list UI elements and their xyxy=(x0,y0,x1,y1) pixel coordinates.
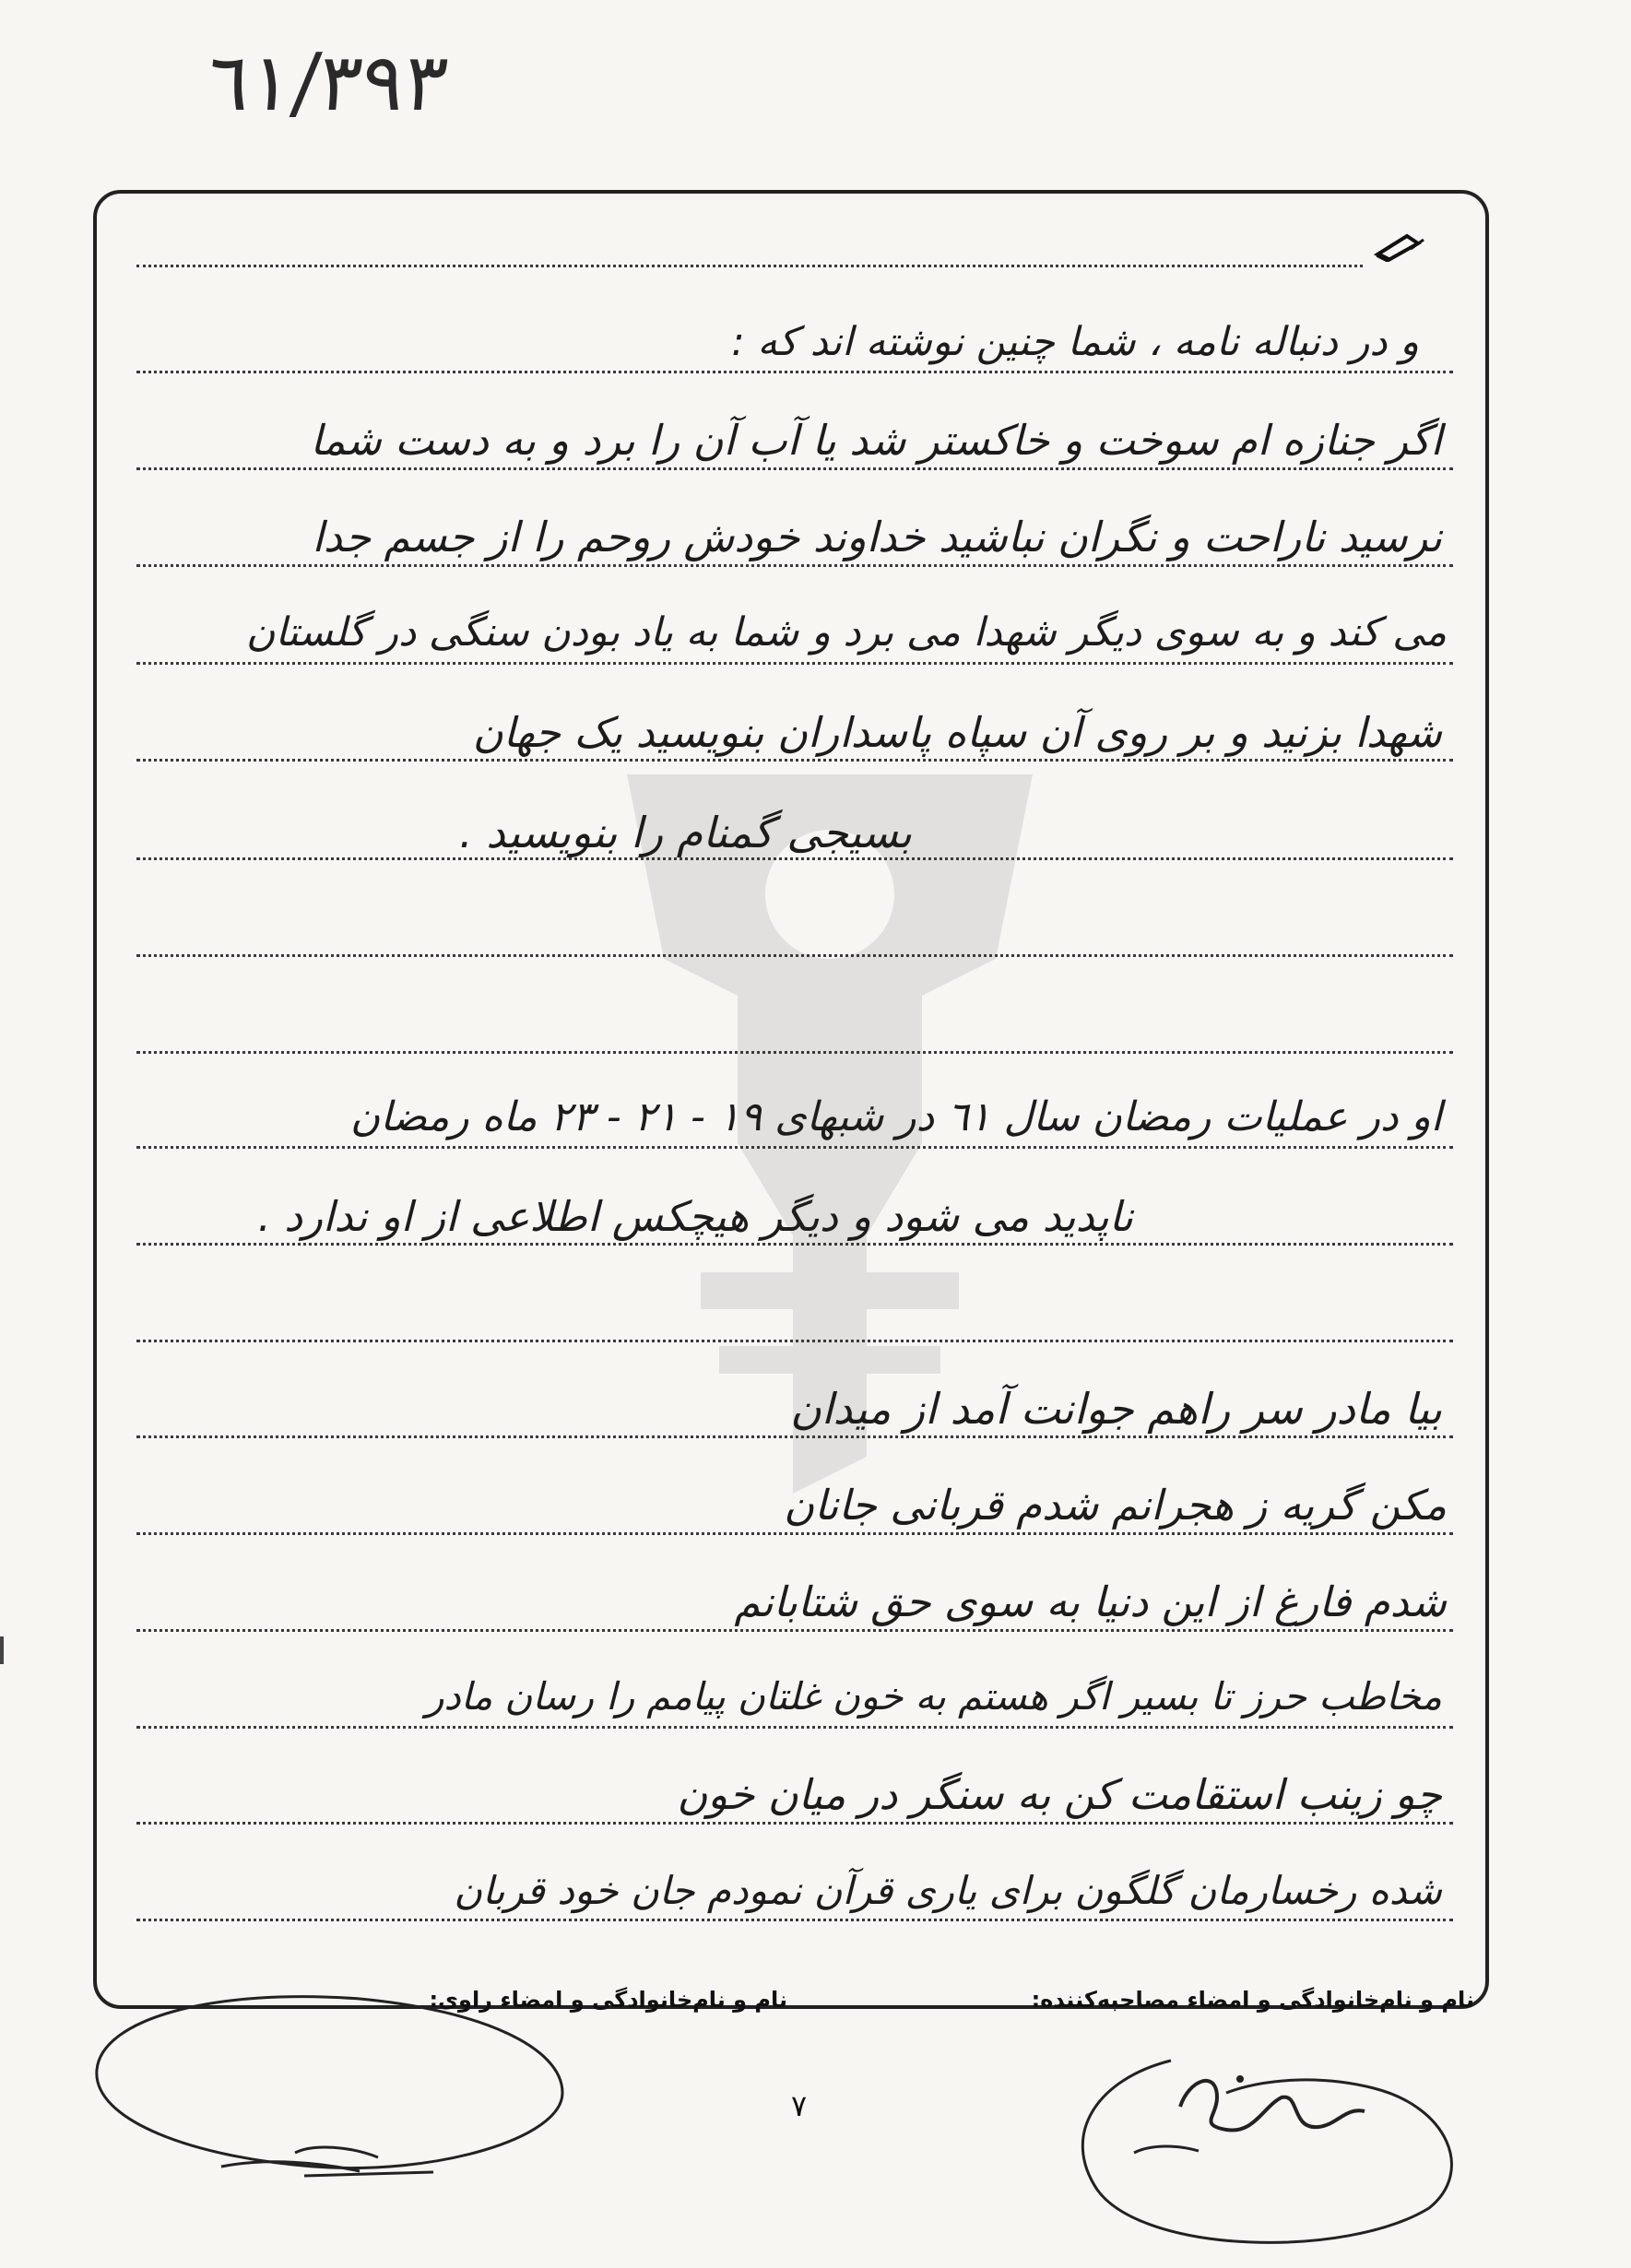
ruled-line xyxy=(136,1532,1453,1535)
handwritten-line: بسیجی گمنام را بنویسید . xyxy=(458,808,912,857)
ruled-line xyxy=(136,1629,1453,1632)
handwritten-line: مکن گریه ز هجرانم شدم قربانی جانان xyxy=(784,1481,1447,1530)
ruled-line xyxy=(136,371,1453,373)
interviewer-signature xyxy=(1042,2042,1466,2268)
handwritten-line: شهدا بزنید و بر روی آن سپاه پاسداران بنویسید یک جهان xyxy=(472,708,1442,757)
ruled-line xyxy=(136,1726,1453,1729)
handwritten-line: او در عملیات رمضان سال ٦١ در شبهای ١٩ - ٢١ - ٢٣ ماه رمضان xyxy=(349,1093,1442,1140)
handwritten-line: ناپدید می شود و دیگر هیچکس اطلاعی از او ندارد . xyxy=(257,1192,1133,1241)
handwritten-line: چو زینب استقامت کن به سنگر در میان خون xyxy=(677,1770,1442,1819)
handwritten-line: بیا مادر سر راهم جوانت آمد از میدان xyxy=(790,1384,1442,1434)
handwritten-line: مخاطب حرز تا بسیر اگر هستم به خون غلتان پیامم را رسان مادر xyxy=(425,1674,1442,1719)
document-number: ٦١/٣٩٣ xyxy=(202,37,453,129)
ruled-line xyxy=(136,1340,1453,1342)
ruled-line xyxy=(136,857,1453,860)
handwritten-line: شدم فارغ از این دنیا به سوی حق شتابانم xyxy=(734,1577,1447,1626)
handwritten-line: نرسید ناراحت و نگران نباشید خداوند خودش روحم را از جسم جدا xyxy=(312,513,1442,561)
ruled-line xyxy=(136,467,1453,470)
scan-edge-mark xyxy=(0,1636,4,1664)
ruled-line xyxy=(136,759,1453,762)
ruled-line xyxy=(136,954,1453,957)
handwritten-line: اگر جنازه ام سوخت و خاکستر شد یا آب آن را برد و به دست شما xyxy=(310,416,1442,465)
ruled-line xyxy=(136,1822,1453,1825)
narrator-signature-label: نام و نام‌خانوادگی و امضاء راوی: xyxy=(429,1987,787,2013)
page-number: ٧ xyxy=(791,2088,808,2123)
ruled-line xyxy=(136,1243,1453,1246)
ruled-line xyxy=(136,1146,1453,1149)
handwritten-line: و در دنباله نامه ، شما چنین نوشته اند که : xyxy=(731,319,1419,365)
ruled-line xyxy=(136,1435,1453,1438)
interviewer-signature-label: نام و نام‌خانوادگی و امضاء مصاحبه‌کننده: xyxy=(1031,1987,1474,2013)
pen-icon xyxy=(1374,230,1425,262)
ruled-line xyxy=(136,1051,1453,1054)
handwritten-line: شده رخسارمان گلگون برای یاری قرآن نمودم جان خود قربان xyxy=(454,1868,1442,1913)
ruled-line xyxy=(136,1919,1453,1921)
ruled-line xyxy=(136,564,1453,567)
ruled-line xyxy=(136,265,1363,267)
ruled-line xyxy=(136,662,1453,665)
handwritten-line: می کند و به سوی دیگر شهدا می برد و شما به یاد بودن سنگی در گلستان xyxy=(245,609,1447,656)
narrator-signature xyxy=(83,1982,581,2194)
